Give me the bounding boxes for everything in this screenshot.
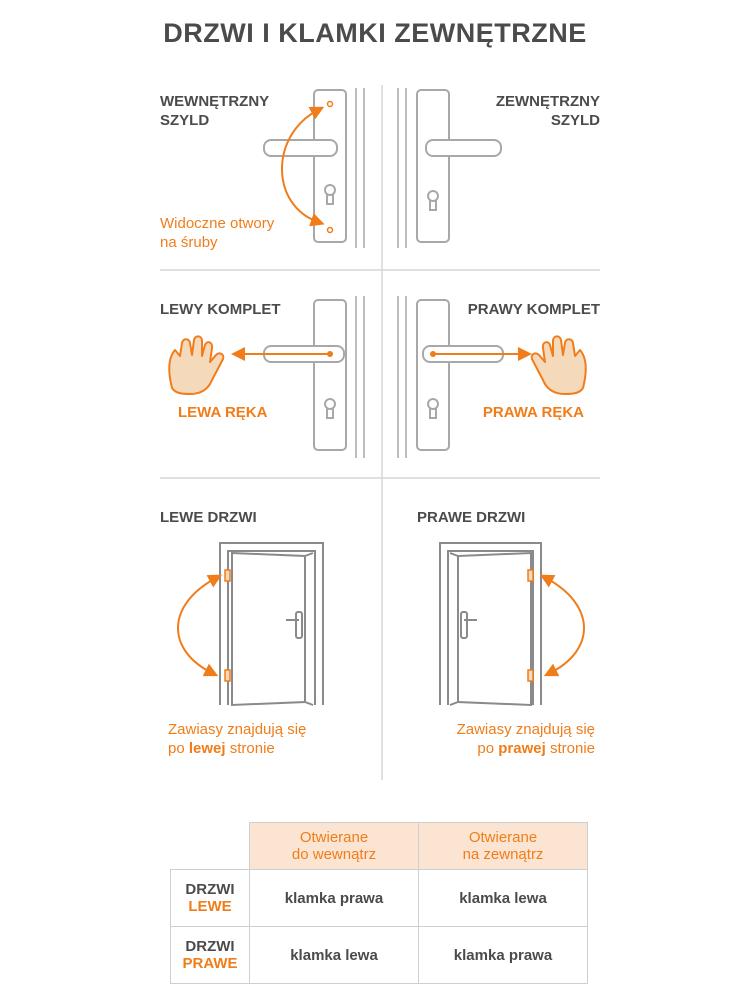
right-door-note-line2	[420, 739, 595, 758]
left-set-label: LEWY KOMPLET	[160, 301, 281, 318]
screw-holes-note-line2: na śruby	[160, 234, 218, 251]
row-header-right-door	[171, 927, 250, 984]
double-line-left-2	[356, 296, 364, 458]
right-door-note-line1: Zawiasy znajdują się	[456, 721, 595, 738]
outer-plate-label-line1: ZEWNĘTRZNY	[495, 93, 600, 110]
double-line-left-1	[356, 88, 364, 248]
right-hinge-top	[528, 570, 533, 581]
table-corner	[171, 823, 250, 870]
left-note-bold: lewej	[188, 740, 226, 757]
row-header-left-door	[171, 870, 250, 927]
cell-left-outward: klamka lewa	[419, 870, 588, 927]
left-door-note-line2	[168, 739, 306, 758]
left-note-suffix: stronie	[229, 740, 275, 757]
screw-holes-note	[160, 214, 274, 252]
row-header-left-line2: LEWE	[188, 898, 232, 915]
left-door-label: LEWE DRZWI	[160, 509, 257, 526]
row-header-left-line1: DRZWI	[185, 881, 235, 898]
inner-plate-left	[264, 90, 346, 242]
col-header-outward	[419, 823, 588, 870]
outer-plate-label	[460, 92, 600, 130]
right-set-label: PRAWY KOMPLET	[467, 301, 600, 318]
row-header-right-line2: PRAWE	[182, 955, 238, 972]
table-header-row	[171, 823, 588, 870]
col-header-inward-line1: Otwierane	[299, 829, 369, 846]
screw-arrow	[282, 110, 318, 222]
page-title: DRZWI I KLAMKI ZEWNĘTRZNE	[163, 18, 587, 48]
col-header-inward	[250, 823, 419, 870]
right-door-frame	[440, 543, 541, 705]
left-door-frame	[220, 543, 323, 705]
table-row	[171, 870, 588, 927]
inner-plate-label-line1: WEWNĘTRZNY	[160, 93, 270, 110]
col-header-outward-line2: na zewnątrz	[462, 846, 544, 863]
col-header-outward-line1: Otwierane	[468, 829, 538, 846]
right-set-plate	[417, 300, 503, 450]
inner-plate-label-line2: SZYLD	[160, 112, 210, 129]
cell-right-outward: klamka prawa	[419, 927, 588, 984]
left-hinge-bottom	[225, 670, 230, 681]
row-header-right-line1: DRZWI	[185, 938, 235, 955]
handle-table	[170, 822, 588, 984]
right-note-bold: prawej	[498, 740, 546, 757]
right-door-arrow	[546, 578, 584, 673]
left-door-note-line1: Zawiasy znajdują się	[168, 721, 307, 738]
right-hand-label: PRAWA RĘKA	[482, 404, 584, 421]
cell-left-inward: klamka prawa	[250, 870, 419, 927]
screw-holes-note-line1: Widoczne otwory	[160, 215, 275, 232]
cell-right-inward: klamka lewa	[250, 927, 419, 984]
double-line-right-1	[398, 88, 406, 248]
left-door-note	[168, 720, 306, 758]
col-header-inward-line2: do wewnątrz	[291, 846, 377, 863]
right-door-label: PRAWE DRZWI	[417, 509, 526, 526]
right-note-suffix: stronie	[549, 740, 595, 757]
double-line-right-2	[398, 296, 406, 458]
left-hand-label: LEWA RĘKA	[178, 404, 268, 421]
left-set-plate	[264, 300, 346, 450]
right-hinge-bottom	[528, 670, 533, 681]
left-hand-icon	[169, 336, 223, 394]
right-door-note	[420, 720, 595, 758]
right-note-prefix: po	[477, 740, 495, 757]
table-row	[171, 927, 588, 984]
left-hinge-top	[225, 570, 230, 581]
right-hand-icon	[532, 336, 586, 394]
left-door-arrow	[178, 578, 216, 673]
inner-plate-label	[160, 92, 269, 130]
outer-plate-label-line2: SZYLD	[550, 112, 600, 129]
left-note-prefix: po	[168, 740, 185, 757]
